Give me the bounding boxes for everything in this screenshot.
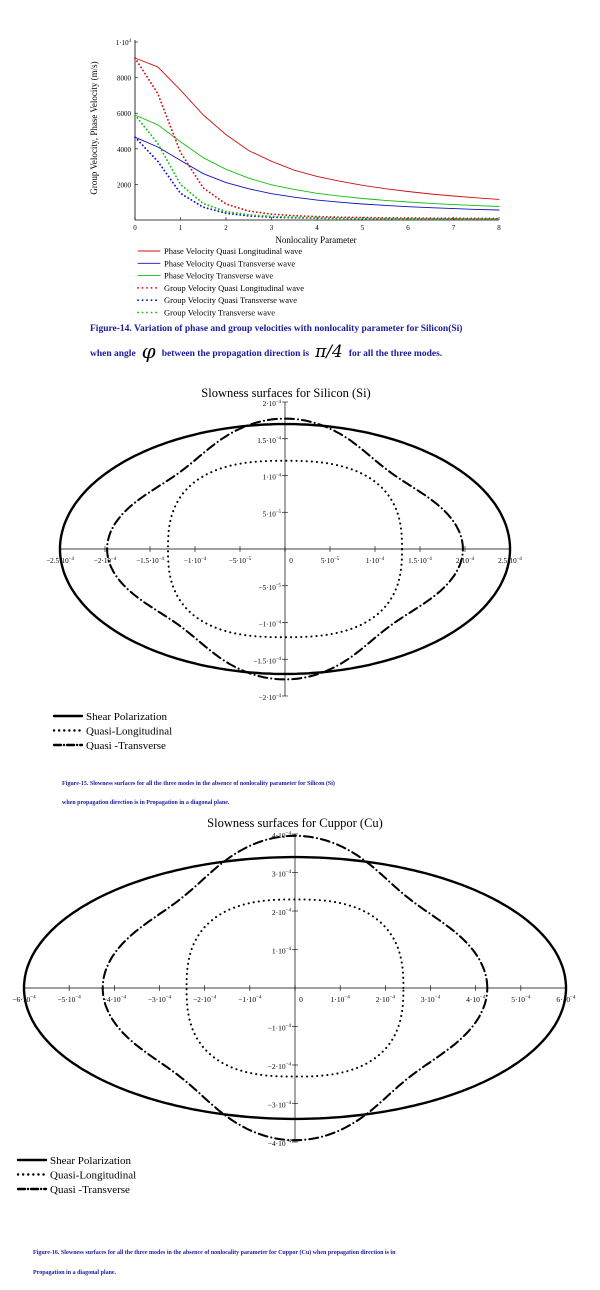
chart1-y-tick-label: 2000 (117, 181, 131, 190)
chart1-legend-label-5: Group Velocity Transverse wave (164, 307, 276, 318)
chart3-y-tick-label: $-3\cdot 10^{-4}$ (267, 1100, 291, 1110)
chart2-x-tick-label: $-2.5\cdot 10^{-4}$ (46, 556, 74, 565)
chart1-x-tick-label: 4 (315, 224, 319, 232)
chart2-legend-label-1: Quasi-Longitudinal (86, 725, 173, 738)
chart3-y-tick-label: $-1\cdot 10^{-4}$ (267, 1023, 291, 1033)
chart3-x-tick-label: $5\cdot 10^{-4}$ (511, 994, 531, 1004)
fig15-caption-line2: when propagation direction is in Propagation in a diagonal plane. (62, 800, 230, 806)
chart2-title: Slowness surfaces for Silicon (Si) (201, 386, 371, 400)
fig14-between: between the propagation direction is (161, 349, 310, 359)
chart3-y-tick-label: $-4\cdot 10^{-4}$ (267, 1138, 291, 1148)
chart3-x-tick-label: $-2\cdot 10^{-4}$ (192, 994, 217, 1004)
chart3-x-tick-label: 0 (299, 995, 303, 1004)
chart3-x-tick-label: $6\cdot 10^{-4}$ (556, 994, 576, 1004)
chart3-legend-label-2: Quasi -Transverse (50, 1184, 130, 1196)
chart1-x-tick-label: 1 (178, 224, 183, 232)
chart3-x-tick-label: $-6\cdot 10^{-4}$ (12, 994, 36, 1004)
chart3-x-tick-label: $1\cdot 10^{-4}$ (330, 994, 350, 1004)
chart2-y-tick-label: $5\cdot 10^{-5}$ (262, 510, 281, 519)
chart1-y-tick-label: 8000 (117, 74, 131, 83)
chart2-legend-label-0: Shear Polarization (86, 711, 167, 723)
chart2-x-tick-label: $-2\cdot 10^{-4}$ (93, 556, 117, 565)
chart1-x-tick-label: 6 (406, 224, 410, 232)
chart3-x-tick-label: $4\cdot 10^{-4}$ (466, 994, 486, 1004)
chart3-x-tick-label: $3\cdot 10^{-4}$ (420, 994, 441, 1004)
chart1-legend-label-1: Phase Velocity Quasi Transverse wave (164, 258, 296, 269)
chart3-y-tick-label: $-2\cdot 10^{-4}$ (267, 1061, 291, 1071)
chart1-ylabel: Group Velocity, Phase Velocity (m/s) (89, 61, 99, 195)
chart2-x-tick-label: $5\cdot 10^{-5}$ (320, 556, 340, 565)
figure-14-caption (90, 318, 560, 365)
chart1-legend-label-4: Group Velocity Quasi Transverse wave (164, 295, 297, 306)
chart1-y-tick-label: $1\cdot 10^4$ (115, 38, 131, 47)
chart1-x-tick-label: 2 (224, 224, 228, 232)
figure-16-caption (33, 1243, 573, 1283)
chart2-y-tick-label: $-1.5\cdot 10^{-4}$ (253, 657, 281, 666)
chart1-x-tick-label: 5 (360, 224, 365, 232)
chart1-series-4 (135, 137, 499, 219)
chart1-legend-label-0: Phase Velocity Quasi Longitudinal wave (164, 246, 303, 256)
chart3-y-tick-label: $4\cdot 10^{-4}$ (271, 830, 291, 840)
chart3-x-tick-label: $-4\cdot 10^{-4}$ (102, 994, 127, 1004)
copper-slowness-chart (0, 812, 600, 1212)
chart2-x-tick-label: $-1.5\cdot 10^{-4}$ (136, 556, 164, 565)
chart2-y-tick-label: $-2\cdot 10^{-4}$ (258, 693, 281, 702)
chart1-xlabel: Nonlocality Parameter (275, 235, 357, 245)
chart3-y-tick-label: $1\cdot 10^{-4}$ (271, 946, 291, 956)
chart2-y-tick-label: $1\cdot 10^{-4}$ (262, 473, 281, 482)
chart1-x-tick-label: 0 (133, 224, 137, 232)
chart1-x-tick-label: 8 (497, 224, 501, 232)
chart2-x-tick-label: $-5\cdot 10^{-5}$ (228, 556, 252, 565)
chart2-x-tick-label: 0 (289, 557, 293, 565)
chart2-y-tick-label: $-5\cdot 10^{-5}$ (258, 583, 281, 592)
chart3-x-tick-label: $-3\cdot 10^{-4}$ (147, 994, 172, 1004)
silicon-slowness-chart (0, 380, 600, 750)
chart2-x-tick-label: $-1\cdot 10^{-4}$ (183, 556, 207, 565)
chart2-y-tick-label: $1.5\cdot 10^{-4}$ (257, 436, 281, 445)
chart3-legend-label-1: Quasi-Longitudinal (50, 1169, 137, 1182)
chart1-series-3 (135, 58, 499, 219)
chart3-y-tick-label: $2\cdot 10^{-4}$ (271, 907, 291, 917)
chart3-y-tick-label: $3\cdot 10^{-4}$ (271, 869, 291, 879)
chart1-y-tick-label: 6000 (117, 110, 131, 119)
chart2-x-tick-label: $1.5\cdot 10^{-4}$ (408, 556, 432, 565)
chart1-x-tick-label: 3 (269, 224, 274, 232)
chart1-series-0 (135, 58, 499, 199)
chart1-legend-label-2: Phase Velocity Transverse wave (164, 270, 274, 281)
fig14-modes: for all the three modes. (348, 349, 443, 359)
fig14-when-angle: when angle (90, 349, 136, 359)
fig16-caption-line2: Propagation in a diagonal plane. (33, 1270, 117, 1276)
phi-symbol: φ (141, 339, 156, 363)
pi-over-four: π/4 (315, 342, 343, 362)
chart3-legend-label-0: Shear Polarization (50, 1155, 131, 1167)
chart3-x-tick-label: $-1\cdot 10^{-4}$ (238, 994, 262, 1004)
chart2-x-tick-label: $2\cdot 10^{-4}$ (455, 556, 475, 565)
fig14-caption-line2 (90, 340, 560, 365)
chart2-legend-label-2: Quasi -Transverse (86, 740, 166, 750)
chart1-y-tick-label: 4000 (117, 145, 131, 154)
fig15-caption-line1: Figure-15. Slowness surfaces for all the three modes in the absence of nonlocality parameter for Silicon (Si) (62, 781, 335, 787)
chart2-y-tick-label: $2\cdot 10^{-4}$ (262, 399, 281, 408)
chart2-x-tick-label: $1\cdot 10^{-4}$ (365, 556, 385, 565)
chart2-y-tick-label: $-1\cdot 10^{-4}$ (258, 620, 281, 629)
chart3-title: Slowness surfaces for Cuppor (Cu) (207, 816, 383, 830)
chart3-x-tick-label: $-5\cdot 10^{-4}$ (57, 994, 81, 1004)
chart1-x-tick-label: 7 (451, 224, 456, 232)
fig14-caption-line1: Figure-14. Variation of phase and group velocities with nonlocality parameter for Silicon(Si) (90, 324, 463, 334)
figure-15-caption (62, 775, 562, 813)
chart1-legend-label-3: Group Velocity Quasi Longitudinal wave (164, 282, 305, 293)
fig16-caption-line1: Figure-16. Slowness surfaces for all the three modes in the absence of nonlocality parameter for Cuppor (Cu) when propagation direction is in (33, 1250, 396, 1256)
chart3-x-tick-label: $2\cdot 10^{-4}$ (375, 994, 395, 1004)
chart2-x-tick-label: $2.5\cdot 10^{-4}$ (498, 556, 522, 565)
velocity-chart (0, 0, 600, 320)
